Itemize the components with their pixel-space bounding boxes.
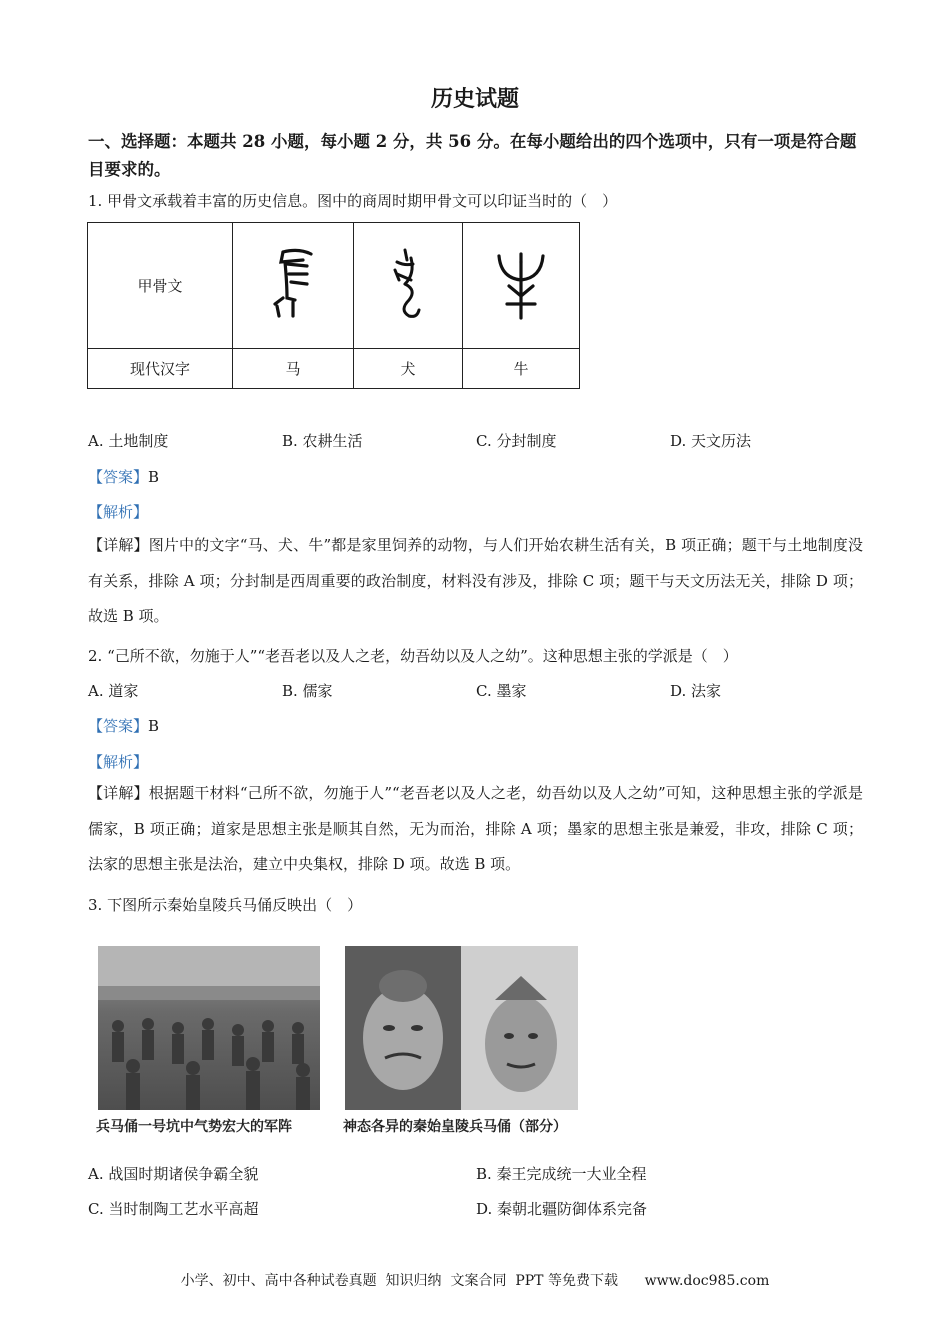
q3-option-d: D. 秦朝北疆防御体系完备: [476, 1200, 648, 1218]
q3-option-b: B. 秦王完成统一大业全程: [476, 1165, 647, 1183]
q2-answer: [88, 715, 159, 736]
oracle-char-ox: [463, 223, 580, 349]
oracle-char-dog: [354, 223, 463, 349]
q2-option-d: D. 法家: [670, 682, 722, 700]
oracle-horse-glyph: [263, 244, 323, 324]
table-row-label-oracle: 甲骨文: [88, 223, 233, 349]
oracle-char-horse: [233, 223, 354, 349]
q2-option-c: C. 墨家: [476, 682, 527, 700]
answer-value: B: [148, 468, 160, 486]
pit-photo-illustration: [98, 946, 320, 1110]
faces-photo-illustration: [345, 946, 578, 1110]
q1-option-a: A. 土地制度: [88, 432, 169, 450]
oracle-ox-glyph: [491, 244, 551, 324]
q2-analysis-tag: 【解析】: [88, 753, 149, 771]
modern-char-horse: 马: [233, 349, 354, 389]
detail-tag: 【详解】: [88, 784, 149, 802]
q1-detail: [88, 528, 863, 635]
q3-option-a: A. 战国时期诸侯争霸全貌: [88, 1165, 259, 1183]
page-title: 历史试题: [430, 86, 519, 112]
photo-caption-right: 神态各异的秦始皇陵兵马俑（部分）: [343, 1119, 567, 1135]
q2-detail: [88, 776, 863, 883]
q1-analysis-tag: 【解析】: [88, 503, 149, 521]
section-heading: 一、选择题：本题共 28 小题，每小题 2 分，共 56 分。在每小题给出的四个选项中，只有一项是符合题目要求的。: [88, 132, 857, 179]
question-1-stem: 1. 甲骨文承载着丰富的历史信息。图中的商周时期甲骨文可以印证当时的（ ）: [88, 192, 618, 210]
oracle-dog-glyph: [383, 244, 433, 324]
terracotta-warrior-faces-photo: [345, 946, 578, 1110]
modern-char-ox: 牛: [463, 349, 580, 389]
answer-tag: 【答案】: [88, 717, 149, 735]
q2-option-a: A. 道家: [88, 682, 139, 700]
detail-tag: 【详解】: [88, 536, 149, 554]
page-footer: 小学、初中、高中各种试卷真题 知识归纳 文案合同 PPT 等免费下载 www.doc985.com: [180, 1273, 770, 1289]
question-3-stem: 3. 下图所示秦始皇陵兵马俑反映出（ ）: [88, 896, 363, 914]
modern-char-dog: 犬: [354, 349, 463, 389]
q3-option-c: C. 当时制陶工艺水平高超: [88, 1200, 259, 1218]
answer-tag: 【答案】: [88, 468, 149, 486]
detail-text: 图片中的文字“马、犬、牛”都是家里饲养的动物，与人们开始农耕生活有关，B 项正确；题干与土地制度没有关系，排除 A 项；分封制是西周重要的政治制度，材料没有涉及，排除 C 项；题干与天文历法无关，排除 D 项；故选 B 项。: [88, 536, 863, 625]
q1-option-b: B. 农耕生活: [282, 432, 363, 450]
terracotta-army-pit-photo: [98, 946, 320, 1110]
detail-text: 根据题干材料“己所不欲，勿施于人”“老吾老以及人之老，幼吾幼以及人之幼”可知，这种思想主张的学派是儒家，B 项正确；道家是思想主张是顺其自然，无为而治，排除 A 项；墨家的思想主张是兼爱，非攻，排除 C 项；法家的思想主张是法治，建立中央集权，排除 D 项。故选 B 项。: [88, 784, 863, 873]
q1-option-d: D. 天文历法: [670, 432, 752, 450]
q1-option-c: C. 分封制度: [476, 432, 557, 450]
question-2-stem: 2. “己所不欲，勿施于人”“老吾老以及人之老，幼吾幼以及人之幼”。这种思想主张的学派是（ ）: [88, 647, 738, 665]
oracle-bone-table: [87, 222, 580, 389]
photo-caption-left: 兵马俑一号坑中气势宏大的军阵: [96, 1119, 292, 1135]
q2-option-b: B. 儒家: [282, 682, 333, 700]
table-row-label-modern: 现代汉字: [88, 349, 233, 389]
q1-answer: [88, 466, 159, 487]
answer-value: B: [148, 717, 160, 735]
